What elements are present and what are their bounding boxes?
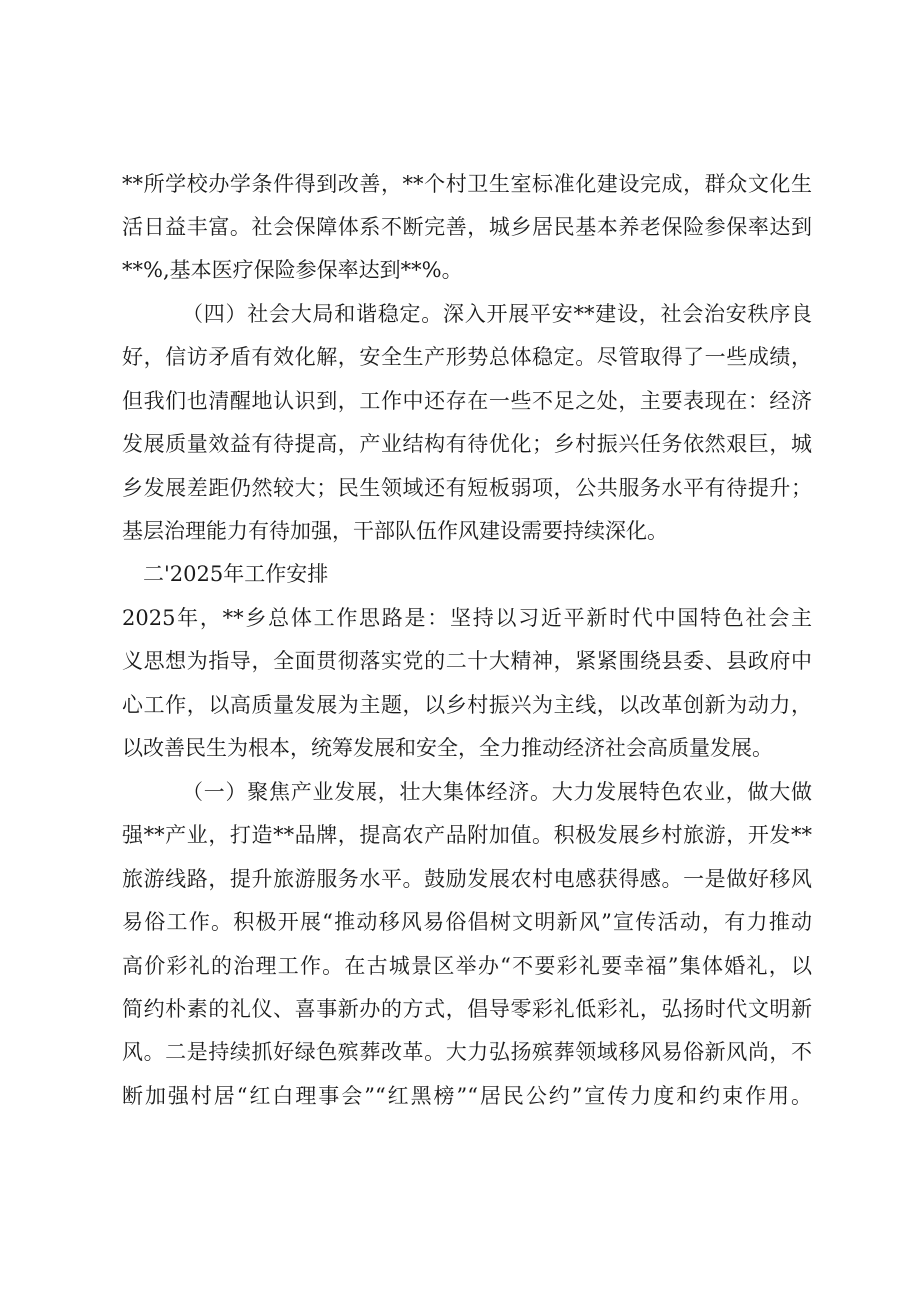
text-line: 义思想为指导，全面贯彻落实党的二十大精神，紧紧围绕县委、县政府中: [122, 649, 812, 673]
text-line: **所学校办学条件得到改善，**个村卫生室标准化建设完成，群众文化生: [122, 172, 812, 196]
text-line: 活日益丰富。社会保障体系不断完善，城乡居民基本养老保险参保率达到: [122, 215, 812, 239]
text-line: 断加强村居“红白理事会”“红黑榜”“居民公约”宣传力度和约束作用。: [122, 1084, 812, 1108]
text-line: **%,基本医疗保险参保率达到**%。: [122, 258, 463, 282]
text-line: 强**产业，打造**品牌，提高农产品附加值。积极发展乡村旅游，开发**: [122, 823, 812, 847]
section-heading-line: （四）社会大局和谐稳定。深入开展平安**建设，社会治安秩序良: [182, 302, 812, 326]
text-line: 发展质量效益有待提高，产业结构有待优化；乡村振兴任务依然艰巨，城: [122, 432, 812, 456]
text-line: 易俗工作。积极开展“推动移风易俗倡树文明新风”宣传活动，有力推动: [122, 910, 812, 934]
text-line: 旅游线路，提升旅游服务水平。鼓励发展农村电感获得感。一是做好移风: [122, 867, 812, 891]
text-line: 风。二是持续抓好绿色殡葬改革。大力弘扬殡葬领域移风易俗新风尚，不: [122, 1040, 812, 1064]
section-heading-line: （一）聚焦产业发展，壮大集体经济。大力发展特色农业，做大做: [182, 780, 812, 804]
text-line: 但我们也清醒地认识到，工作中还存在一些不足之处，主要表现在：经济: [122, 389, 812, 413]
text-line: 心工作，以高质量发展为主题，以乡村振兴为主线，以改革创新为动力，: [122, 693, 812, 717]
text-line: 基层治理能力有待加强，干部队伍作风建设需要持续深化。: [122, 519, 668, 543]
text-line: 乡发展差距仍然较大；民生领域还有短板弱项，公共服务水平有待提升；: [122, 476, 812, 500]
text-line: 高价彩礼的治理工作。在古城景区举办“不要彩礼要幸福”集体婚礼，以: [122, 954, 812, 978]
text-line: 好，信访矛盾有效化解，安全生产形势总体稳定。尽管取得了一些成绩，: [122, 345, 812, 369]
section-heading: 二'2025年工作安排: [143, 562, 329, 586]
text-line: 以改善民生为根本，统筹发展和安全，全力推动经济社会高质量发展。: [122, 736, 773, 760]
text-line: 简约朴素的礼仪、喜事新办的方式，倡导零彩礼低彩礼，弘扬时代文明新: [122, 997, 812, 1021]
text-line: 2025年，**乡总体工作思路是：坚持以习近平新时代中国特色社会主: [122, 606, 812, 630]
